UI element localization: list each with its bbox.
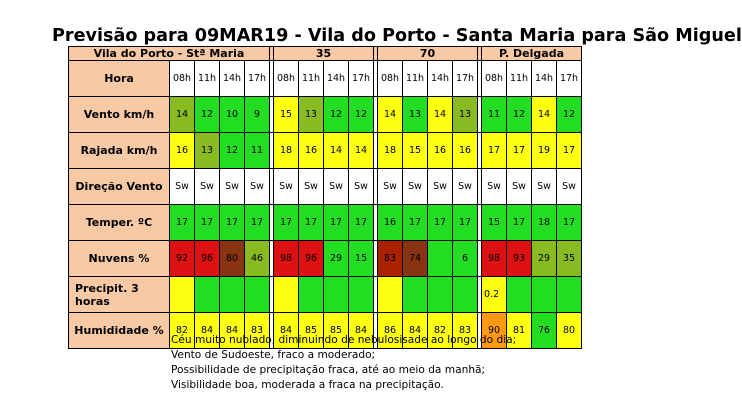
forecast-title: Previsão para 09MAR19 - Vila do Porto - Santa Maria para São Miguel	[52, 26, 742, 46]
value-cell	[403, 277, 428, 313]
location-name: Vila do Porto - Stª Maria	[69, 47, 270, 61]
location-name: 70	[378, 47, 478, 61]
value-cell: 6	[453, 241, 478, 277]
value-cell: 12	[220, 133, 245, 169]
value-cell	[349, 277, 374, 313]
forecast-table	[68, 46, 582, 349]
value-cell: 12	[507, 97, 532, 133]
value-cell: Sw	[220, 169, 245, 205]
value-cell: Sw	[274, 169, 299, 205]
value-cell: 17	[195, 205, 220, 241]
row-label: Direção Vento	[69, 169, 170, 205]
value-cell	[428, 241, 453, 277]
value-cell: 74	[403, 241, 428, 277]
value-cell: 84	[274, 313, 299, 349]
value-cell: 15	[403, 133, 428, 169]
value-cell	[299, 277, 324, 313]
hour-cell: 08h	[170, 61, 195, 97]
note-line: Vento de Sudoeste, fraco a moderado;	[171, 349, 376, 361]
value-cell: Sw	[378, 169, 403, 205]
value-cell: 16	[378, 205, 403, 241]
row-label: Rajada km/h	[69, 133, 170, 169]
value-cell: 14	[170, 97, 195, 133]
value-cell	[557, 277, 582, 313]
data-row	[69, 97, 582, 133]
value-cell: Sw	[428, 169, 453, 205]
value-cell: 29	[324, 241, 349, 277]
row-label: Humididade %	[69, 313, 170, 349]
value-cell: 14	[378, 97, 403, 133]
value-cell: 17	[507, 133, 532, 169]
value-cell: 17	[170, 205, 195, 241]
hour-cell: 17h	[245, 61, 270, 97]
hour-cell: 14h	[428, 61, 453, 97]
value-cell: 16	[453, 133, 478, 169]
value-cell: 16	[428, 133, 453, 169]
value-cell: 14	[324, 133, 349, 169]
value-cell: Sw	[453, 169, 478, 205]
hour-cell: 14h	[324, 61, 349, 97]
location-header-row	[69, 47, 582, 61]
value-cell: 13	[299, 97, 324, 133]
hour-cell: 11h	[195, 61, 220, 97]
value-cell: Sw	[324, 169, 349, 205]
value-cell: 10	[220, 97, 245, 133]
hours-row	[69, 61, 582, 97]
data-row	[69, 241, 582, 277]
location-name: P. Delgada	[482, 47, 582, 61]
note-line: Possibilidade de precipitação fraca, até ao meio da manhã;	[171, 364, 486, 376]
value-cell: Sw	[507, 169, 532, 205]
value-cell: 11	[245, 133, 270, 169]
hour-cell: 17h	[557, 61, 582, 97]
value-cell: 83	[453, 313, 478, 349]
value-cell: 14	[428, 97, 453, 133]
value-cell: 9	[245, 97, 270, 133]
value-cell: 90	[482, 313, 507, 349]
value-cell: 17	[220, 205, 245, 241]
row-label: Vento km/h	[69, 97, 170, 133]
value-cell: 17	[482, 133, 507, 169]
value-cell: 96	[195, 241, 220, 277]
hour-cell: 11h	[507, 61, 532, 97]
value-cell: 81	[507, 313, 532, 349]
value-cell: 17	[507, 205, 532, 241]
value-cell: 14	[532, 97, 557, 133]
value-cell: 12	[195, 97, 220, 133]
value-cell: Sw	[245, 169, 270, 205]
value-cell: 83	[245, 313, 270, 349]
value-cell: Sw	[532, 169, 557, 205]
value-cell	[378, 277, 403, 313]
value-cell: 17	[349, 205, 374, 241]
value-cell: 83	[378, 241, 403, 277]
value-cell: 14	[349, 133, 374, 169]
value-cell: 84	[195, 313, 220, 349]
hour-cell: 08h	[482, 61, 507, 97]
value-cell: 84	[220, 313, 245, 349]
value-cell: 11	[482, 97, 507, 133]
value-cell: 76	[532, 313, 557, 349]
value-cell	[532, 277, 557, 313]
value-cell: 18	[532, 205, 557, 241]
hour-cell: 08h	[378, 61, 403, 97]
value-cell: 16	[299, 133, 324, 169]
value-cell	[453, 277, 478, 313]
value-cell: 82	[428, 313, 453, 349]
value-cell: 80	[557, 313, 582, 349]
value-cell: Sw	[349, 169, 374, 205]
data-row	[69, 277, 582, 313]
value-cell: Sw	[557, 169, 582, 205]
data-row	[69, 169, 582, 205]
value-cell: 13	[195, 133, 220, 169]
value-cell: 19	[532, 133, 557, 169]
data-row	[69, 205, 582, 241]
value-cell	[195, 277, 220, 313]
value-cell: 92	[170, 241, 195, 277]
value-cell: Sw	[482, 169, 507, 205]
hour-cell: 17h	[453, 61, 478, 97]
value-cell: Sw	[195, 169, 220, 205]
value-cell	[507, 277, 532, 313]
value-cell	[170, 277, 195, 313]
row-label: Temper. ºC	[69, 205, 170, 241]
note-line: Céu muito nublado, diminuindo de nebulosisade ao longo do dia;	[171, 334, 517, 346]
value-cell: 84	[349, 313, 374, 349]
value-cell	[324, 277, 349, 313]
value-cell: 0.2	[482, 277, 507, 313]
value-cell: 15	[349, 241, 374, 277]
value-cell: 17	[557, 133, 582, 169]
value-cell: 93	[507, 241, 532, 277]
value-cell: 46	[245, 241, 270, 277]
value-cell: 17	[245, 205, 270, 241]
value-cell: 17	[403, 205, 428, 241]
value-cell: 17	[428, 205, 453, 241]
value-cell: 17	[324, 205, 349, 241]
hour-cell: 11h	[299, 61, 324, 97]
note-line: Visibilidade boa, moderada a fraca na precipitação.	[171, 379, 444, 391]
value-cell	[245, 277, 270, 313]
value-cell: 17	[274, 205, 299, 241]
value-cell	[274, 277, 299, 313]
value-cell	[428, 277, 453, 313]
value-cell: 80	[220, 241, 245, 277]
value-cell: 17	[557, 205, 582, 241]
value-cell: 86	[378, 313, 403, 349]
value-cell: 12	[324, 97, 349, 133]
value-cell: 15	[274, 97, 299, 133]
value-cell: 35	[557, 241, 582, 277]
value-cell: Sw	[170, 169, 195, 205]
forecast-notes	[171, 333, 611, 393]
value-cell: 82	[170, 313, 195, 349]
hour-cell: 17h	[349, 61, 374, 97]
value-cell: 17	[453, 205, 478, 241]
value-cell: 13	[453, 97, 478, 133]
value-cell: 85	[324, 313, 349, 349]
hour-cell: 14h	[220, 61, 245, 97]
value-cell: 98	[482, 241, 507, 277]
value-cell: 15	[482, 205, 507, 241]
value-cell: 29	[532, 241, 557, 277]
value-cell: 98	[274, 241, 299, 277]
row-label: Hora	[69, 61, 170, 97]
row-label: Nuvens %	[69, 241, 170, 277]
value-cell: 84	[403, 313, 428, 349]
value-cell: Sw	[403, 169, 428, 205]
hour-cell: 11h	[403, 61, 428, 97]
value-cell	[220, 277, 245, 313]
location-name: 35	[274, 47, 374, 61]
value-cell: 12	[557, 97, 582, 133]
value-cell: 13	[403, 97, 428, 133]
value-cell: 17	[299, 205, 324, 241]
row-label: Precipit. 3 horas	[69, 277, 170, 313]
hour-cell: 14h	[532, 61, 557, 97]
value-cell: 85	[299, 313, 324, 349]
value-cell: 12	[349, 97, 374, 133]
value-cell: Sw	[299, 169, 324, 205]
value-cell: 16	[170, 133, 195, 169]
hour-cell: 08h	[274, 61, 299, 97]
value-cell: 96	[299, 241, 324, 277]
value-cell: 18	[378, 133, 403, 169]
value-cell: 18	[274, 133, 299, 169]
data-row	[69, 133, 582, 169]
